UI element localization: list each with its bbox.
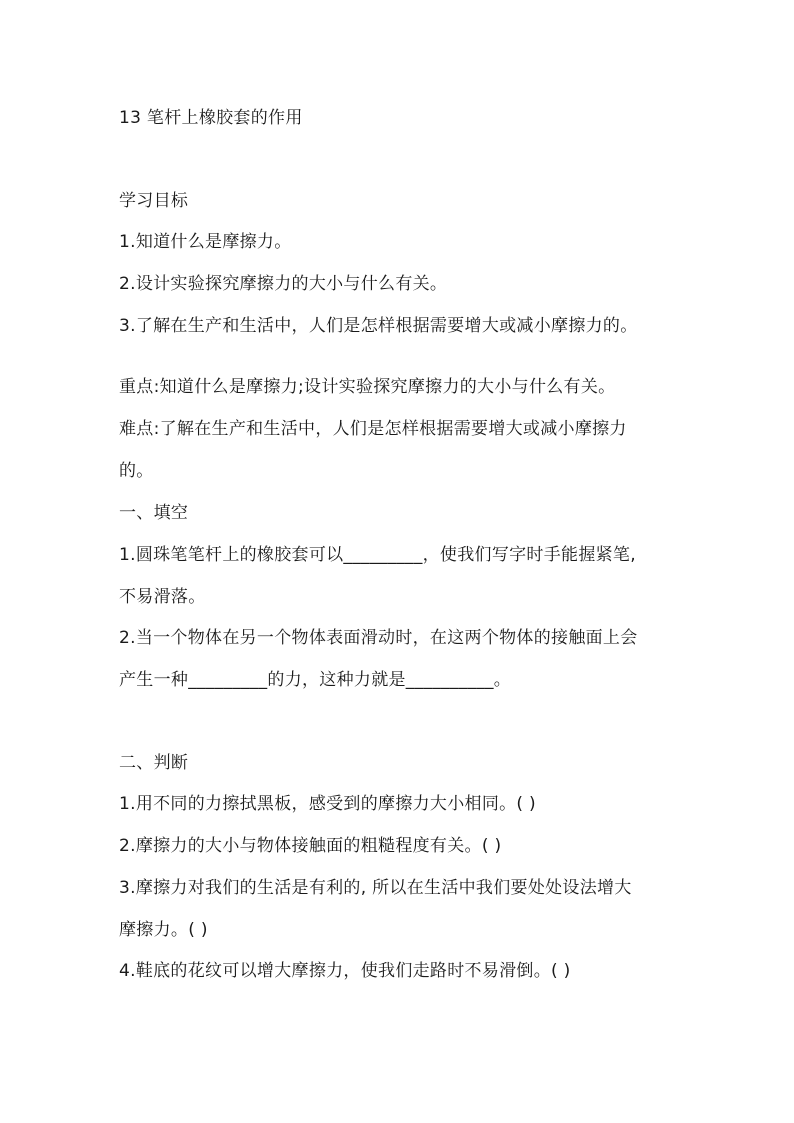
judge-question-2: 2.摩擦力的大小与物体接触面的粗糙程度有关。( ) xyxy=(119,836,502,856)
difficulty-point-line-2: 的。 xyxy=(119,461,154,481)
fill-question-2-line-1: 2.当一个物体在另一个物体表面滑动时，在这两个物体的接触面上会 xyxy=(119,628,638,648)
objectives-heading: 学习目标 xyxy=(119,191,189,211)
judge-question-4: 4.鞋底的花纹可以增大摩擦力，使我们走路时不易滑倒。( ) xyxy=(119,961,571,981)
judge-question-3-line-2: 摩擦力。( ) xyxy=(119,920,208,940)
difficulty-point-line-1: 难点:了解在生产和生活中，人们是怎样根据需要增大或减小摩擦力 xyxy=(119,419,627,439)
focus-point: 重点:知道什么是摩擦力;设计实验探究摩擦力的大小与什么有关。 xyxy=(119,377,616,397)
fill-blank-heading: 一、填空 xyxy=(119,503,189,523)
fill-question-1-line-2: 不易滑落。 xyxy=(119,587,206,607)
fill-question-1-line-1: 1.圆珠笔笔杆上的橡胶套可以_________，使我们写字时手能握紧笔, xyxy=(119,545,636,565)
fill-question-2-line-2: 产生一种_________的力，这种力就是__________。 xyxy=(119,670,512,690)
judge-question-1: 1.用不同的力擦拭黑板，感受到的摩擦力大小相同。( ) xyxy=(119,794,536,814)
objective-item-1: 1.知道什么是摩擦力。 xyxy=(119,232,292,252)
document-title: 13 笔杆上橡胶套的作用 xyxy=(119,108,303,128)
objective-item-2: 2.设计实验探究摩擦力的大小与什么有关。 xyxy=(119,274,448,294)
judge-heading: 二、判断 xyxy=(119,753,189,773)
objective-item-3: 3.了解在生产和生活中，人们是怎样根据需要增大或减小摩擦力的。 xyxy=(119,316,638,336)
judge-question-3-line-1: 3.摩擦力对我们的生活是有利的, 所以在生活中我们要处处设法增大 xyxy=(119,878,632,898)
